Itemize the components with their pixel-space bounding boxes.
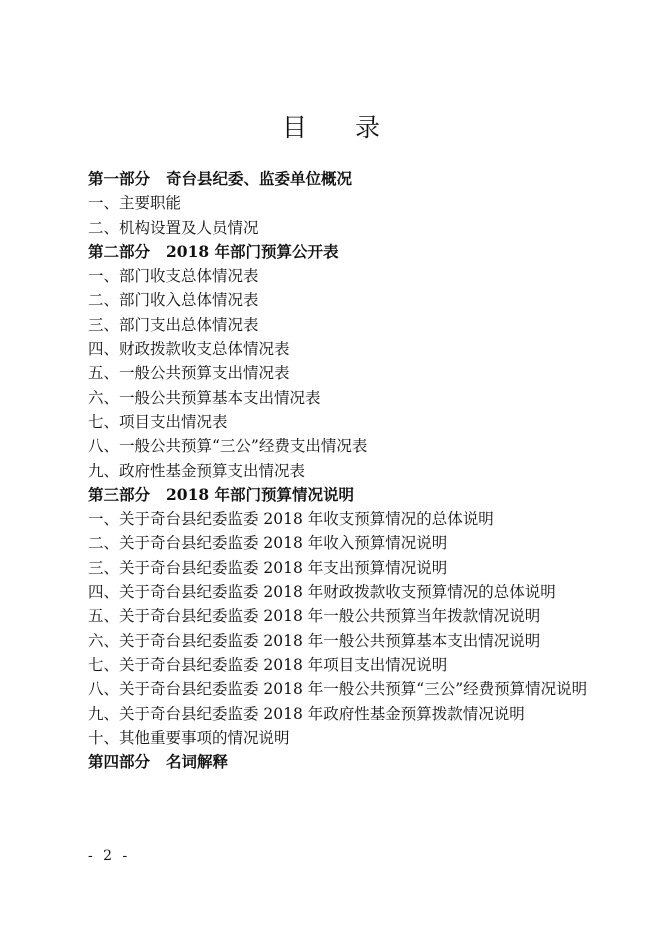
- toc-item: 九、政府性基金预算支出情况表: [88, 461, 306, 480]
- toc-item: 三、部门支出总体情况表: [88, 315, 259, 334]
- page-title: 目 录: [282, 113, 400, 142]
- toc-part-2: [88, 240, 588, 264]
- toc-item: 一、部门收支总体情况表: [88, 267, 259, 286]
- part-title: 奇台县纪委、监委单位概况: [166, 169, 353, 188]
- toc-item: 六、关于奇台县纪委监委 2018 年一般公共预算基本支出情况说明: [88, 631, 541, 650]
- table-of-contents: [88, 167, 588, 774]
- toc-item: 七、项目支出情况表: [88, 412, 228, 431]
- toc-item: 十、其他重要事项的情况说明: [88, 728, 290, 747]
- part-label: 第一部分: [88, 169, 151, 188]
- toc-item: 二、部门收入总体情况表: [88, 291, 259, 310]
- part-label: 第四部分: [88, 752, 151, 772]
- toc-item: 七、关于奇台县纪委监委 2018 年项目支出情况说明: [88, 655, 448, 674]
- part-title: 2018 年部门预算情况说明: [166, 484, 355, 504]
- toc-item: 四、财政拨款收支总体情况表: [88, 340, 290, 359]
- toc-item: 八、一般公共预算“三公”经费支出情况表: [88, 437, 368, 456]
- toc-item: 五、一般公共预算支出情况表: [88, 364, 290, 383]
- toc-part-1: [88, 167, 588, 191]
- toc-part-4: [88, 750, 588, 774]
- part-title: 名词解释: [166, 752, 229, 772]
- toc-item: 一、主要职能: [88, 194, 182, 213]
- toc-item: 六、一般公共预算基本支出情况表: [88, 388, 321, 407]
- toc-item: 五、关于奇台县纪委监委 2018 年一般公共预算当年拨款情况说明: [88, 607, 541, 626]
- part-title: 2018 年部门预算公开表: [166, 241, 339, 261]
- toc-item: 二、机构设置及人员情况: [88, 218, 259, 237]
- toc-item: 九、关于奇台县纪委监委 2018 年政府性基金预算拨款情况说明: [88, 704, 525, 723]
- part-label: 第三部分: [88, 484, 151, 504]
- toc-item: 一、关于奇台县纪委监委 2018 年收支预算情况的总体说明: [88, 510, 494, 529]
- page-number: - 2 -: [88, 848, 131, 864]
- toc-part-3: [88, 483, 588, 507]
- toc-item: 二、关于奇台县纪委监委 2018 年收入预算情况说明: [88, 534, 448, 553]
- toc-item: 八、关于奇台县纪委监委 2018 年一般公共预算“三公”经费预算情况说明: [88, 680, 588, 699]
- toc-item: 四、关于奇台县纪委监委 2018 年财政拨款收支预算情况的总体说明: [88, 583, 556, 602]
- toc-item: 三、关于奇台县纪委监委 2018 年支出预算情况说明: [88, 558, 448, 577]
- part-label: 第二部分: [88, 241, 151, 261]
